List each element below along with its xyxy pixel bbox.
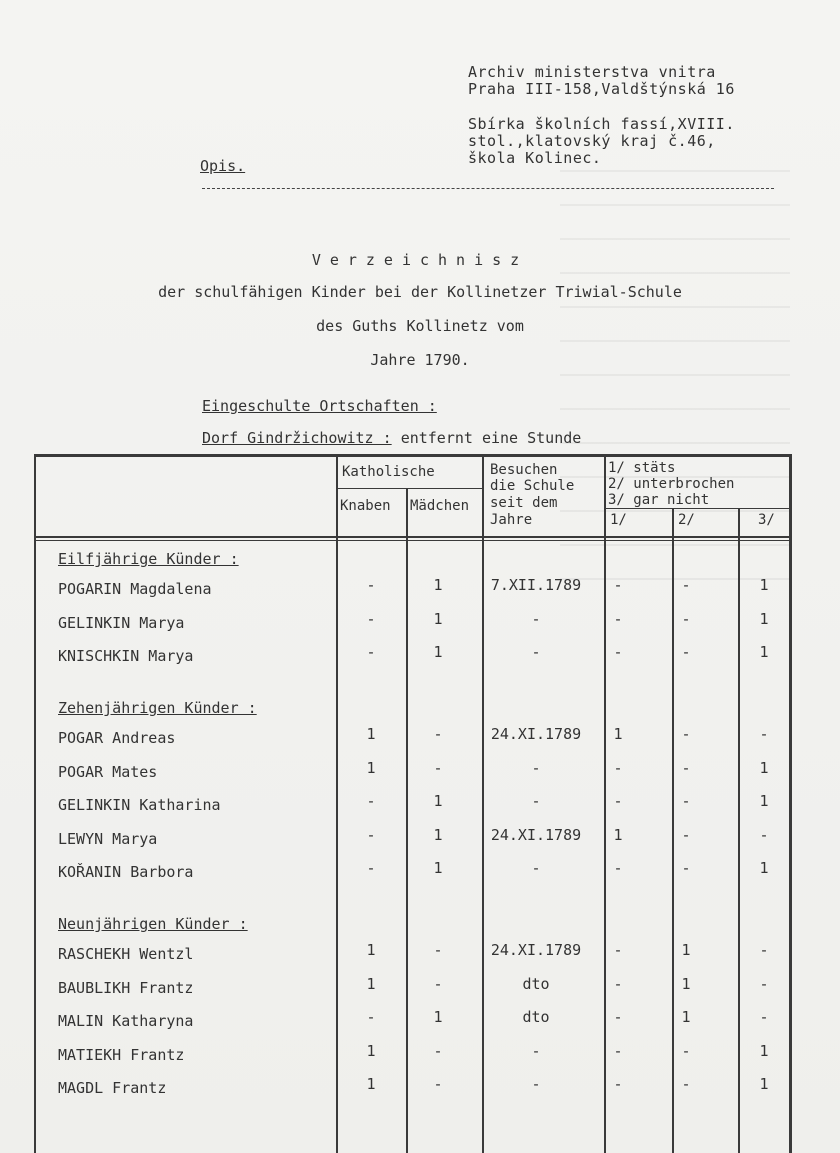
cell-seit: 24.XI.1789 xyxy=(490,825,582,844)
header-besuchen-1: Besuchen xyxy=(490,462,558,478)
table-left-border xyxy=(34,454,36,1153)
cell-s1: - xyxy=(613,1008,623,1026)
cell-madchen: 1 xyxy=(433,1008,443,1026)
cell-madchen: - xyxy=(433,941,443,959)
header-col-1: 1/ xyxy=(610,512,627,528)
subtitle-line-2: des Guths Kollinetz vom xyxy=(316,317,524,335)
cell-knaben: 1 xyxy=(366,1075,376,1093)
cell-s3: 1 xyxy=(759,758,769,777)
cell-s2: 1 xyxy=(681,974,691,993)
cell-knaben: - xyxy=(366,609,376,628)
cell-seit: - xyxy=(531,758,541,777)
children-table xyxy=(34,454,792,1153)
archive-line-1: Archiv ministerstva vnitra xyxy=(468,63,716,81)
cell-s2: - xyxy=(681,643,691,661)
header-knaben: Knaben xyxy=(340,498,391,514)
cell-madchen: 1 xyxy=(433,643,443,661)
child-name: BAUBLIKH Frantz xyxy=(58,978,194,997)
archive-line-2: Praha III-158,Valdštýnská 16 xyxy=(468,80,735,98)
cell-seit: - xyxy=(531,609,541,628)
cell-madchen: - xyxy=(433,1041,443,1060)
cell-s3: 1 xyxy=(759,609,769,628)
header-besuchen-3: seit dem xyxy=(490,495,558,511)
child-name: GELINKIN Marya xyxy=(58,613,185,632)
cell-madchen: 1 xyxy=(433,792,443,810)
cell-madchen: - xyxy=(433,974,443,993)
village-line xyxy=(202,430,581,446)
header-madchen: Mädchen xyxy=(410,498,470,514)
cell-s1: - xyxy=(613,609,623,628)
cell-knaben: - xyxy=(366,643,376,661)
cell-knaben: 1 xyxy=(366,725,376,743)
child-name: LEWYN Marya xyxy=(58,829,158,848)
cell-seit: - xyxy=(531,1041,541,1060)
document-title: Verzeichnisz xyxy=(311,251,529,269)
cell-s1: - xyxy=(613,576,623,594)
child-name: MAGDL Frantz xyxy=(58,1079,167,1097)
child-name: MATIEKH Frantz xyxy=(58,1045,185,1064)
header-bottom-rule xyxy=(34,536,792,538)
cell-s2: 1 xyxy=(681,1008,691,1026)
cell-s2: - xyxy=(681,1041,691,1060)
age-group-heading: Neunjährigen Künder : xyxy=(58,915,248,933)
cell-seit: - xyxy=(531,792,541,810)
cell-s1: - xyxy=(613,792,623,810)
cell-madchen: - xyxy=(433,758,443,777)
katholische-subrule xyxy=(336,488,482,489)
stats-subrule xyxy=(604,508,790,509)
cell-s3: - xyxy=(759,725,769,743)
header-stats-2: 2/ unterbrochen xyxy=(608,476,735,492)
collection-reference xyxy=(468,116,735,167)
cell-s1: - xyxy=(613,1075,623,1093)
cell-knaben: 1 xyxy=(366,758,376,777)
cell-s3: 1 xyxy=(759,643,769,661)
cell-s3: 1 xyxy=(759,1041,769,1060)
cell-s1: - xyxy=(613,859,623,877)
header-besuchen-2: die Schule xyxy=(490,478,575,494)
table-top-border xyxy=(34,454,792,457)
cell-s2: - xyxy=(681,859,691,877)
cell-s3: - xyxy=(759,825,769,844)
cell-s1: - xyxy=(613,941,623,959)
child-name: RASCHEKH Wentzl xyxy=(58,945,194,963)
section-heading: Eingeschulte Ortschaften : xyxy=(202,397,437,415)
header-double-rule xyxy=(34,540,792,541)
child-name: GELINKIN Katharina xyxy=(58,796,221,814)
age-group-heading: Zehenjährigen Künder : xyxy=(58,699,257,717)
village-label: Dorf Gindržichowitz : xyxy=(202,429,392,447)
dashed-separator xyxy=(202,188,774,189)
cell-s3: 1 xyxy=(759,1075,769,1093)
cell-s1: - xyxy=(613,974,623,993)
header-katholische: Katholische xyxy=(342,464,435,480)
cell-s2: - xyxy=(681,609,691,628)
child-name: POGARIN Magdalena xyxy=(58,580,212,598)
fond-line-2: stol.,klatovský kraj č.46, xyxy=(468,132,716,150)
cell-s2: - xyxy=(681,825,691,844)
cell-seit: 24.XI.1789 xyxy=(490,725,582,743)
header-col-2: 2/ xyxy=(678,512,695,528)
cell-madchen: - xyxy=(433,725,443,743)
age-group-heading: Eilfjährige Künder : xyxy=(58,550,239,568)
cell-knaben: - xyxy=(366,792,376,810)
cell-madchen: 1 xyxy=(433,609,443,628)
cell-knaben: 1 xyxy=(366,941,376,959)
cell-s3: 1 xyxy=(759,859,769,877)
child-name: MALIN Katharyna xyxy=(58,1012,194,1030)
cell-seit: - xyxy=(531,859,541,877)
child-name: POGAR Andreas xyxy=(58,729,176,747)
cell-madchen: 1 xyxy=(433,825,443,844)
subtitle-line-3: Jahre 1790. xyxy=(370,351,470,369)
header-stats-1: 1/ stäts xyxy=(608,460,676,476)
cell-s1: - xyxy=(613,1041,623,1060)
cell-s3: - xyxy=(759,974,769,993)
cell-s3: - xyxy=(759,941,769,959)
header-stats-3: 3/ gar nicht xyxy=(608,492,710,508)
cell-s1: 1 xyxy=(613,825,623,844)
cell-s2: 1 xyxy=(681,941,691,959)
cell-s1: - xyxy=(613,643,623,661)
cell-s2: - xyxy=(681,792,691,810)
cell-s2: - xyxy=(681,576,691,594)
cell-knaben: 1 xyxy=(366,1041,376,1060)
cell-seit: dto xyxy=(522,1008,550,1026)
cell-s1: - xyxy=(613,758,623,777)
cell-s3: 1 xyxy=(759,792,769,810)
cell-s2: - xyxy=(681,758,691,777)
cell-seit: - xyxy=(531,643,541,661)
cell-seit: dto xyxy=(522,974,550,993)
archive-address xyxy=(468,64,735,98)
child-name: POGAR Mates xyxy=(58,762,158,781)
cell-s3: 1 xyxy=(759,576,769,594)
cell-knaben: 1 xyxy=(366,974,376,993)
cell-madchen: 1 xyxy=(433,576,443,594)
cell-seit: - xyxy=(531,1075,541,1093)
cell-s3: - xyxy=(759,1008,769,1026)
cell-madchen: - xyxy=(433,1075,443,1093)
header-besuchen-4: Jahre xyxy=(490,512,533,528)
cell-knaben: - xyxy=(366,576,376,594)
fond-line-1: Sbírka školních fassí,XVIII. xyxy=(468,115,735,133)
cell-knaben: - xyxy=(366,825,376,844)
village-distance: entfernt eine Stunde xyxy=(400,429,582,447)
cell-knaben: - xyxy=(366,859,376,877)
cell-madchen: 1 xyxy=(433,859,443,877)
cell-seit: 24.XI.1789 xyxy=(490,941,582,959)
fond-line-3: škola Kolinec. xyxy=(468,149,602,167)
cell-knaben: - xyxy=(366,1008,376,1026)
cell-s2: - xyxy=(681,725,691,743)
cell-seit: 7.XII.1789 xyxy=(490,576,582,594)
cell-s2: - xyxy=(681,1075,691,1093)
subtitle-line-1: der schulfähigen Kinder bei der Kollinetzer Triwial-Schule xyxy=(158,283,682,301)
child-name: KOŘANIN Barbora xyxy=(58,863,194,881)
child-name: KNISCHKIN Marya xyxy=(58,647,194,665)
cell-s1: 1 xyxy=(613,725,623,743)
copy-label: Opis. xyxy=(200,157,246,175)
header-col-3: 3/ xyxy=(758,512,775,528)
